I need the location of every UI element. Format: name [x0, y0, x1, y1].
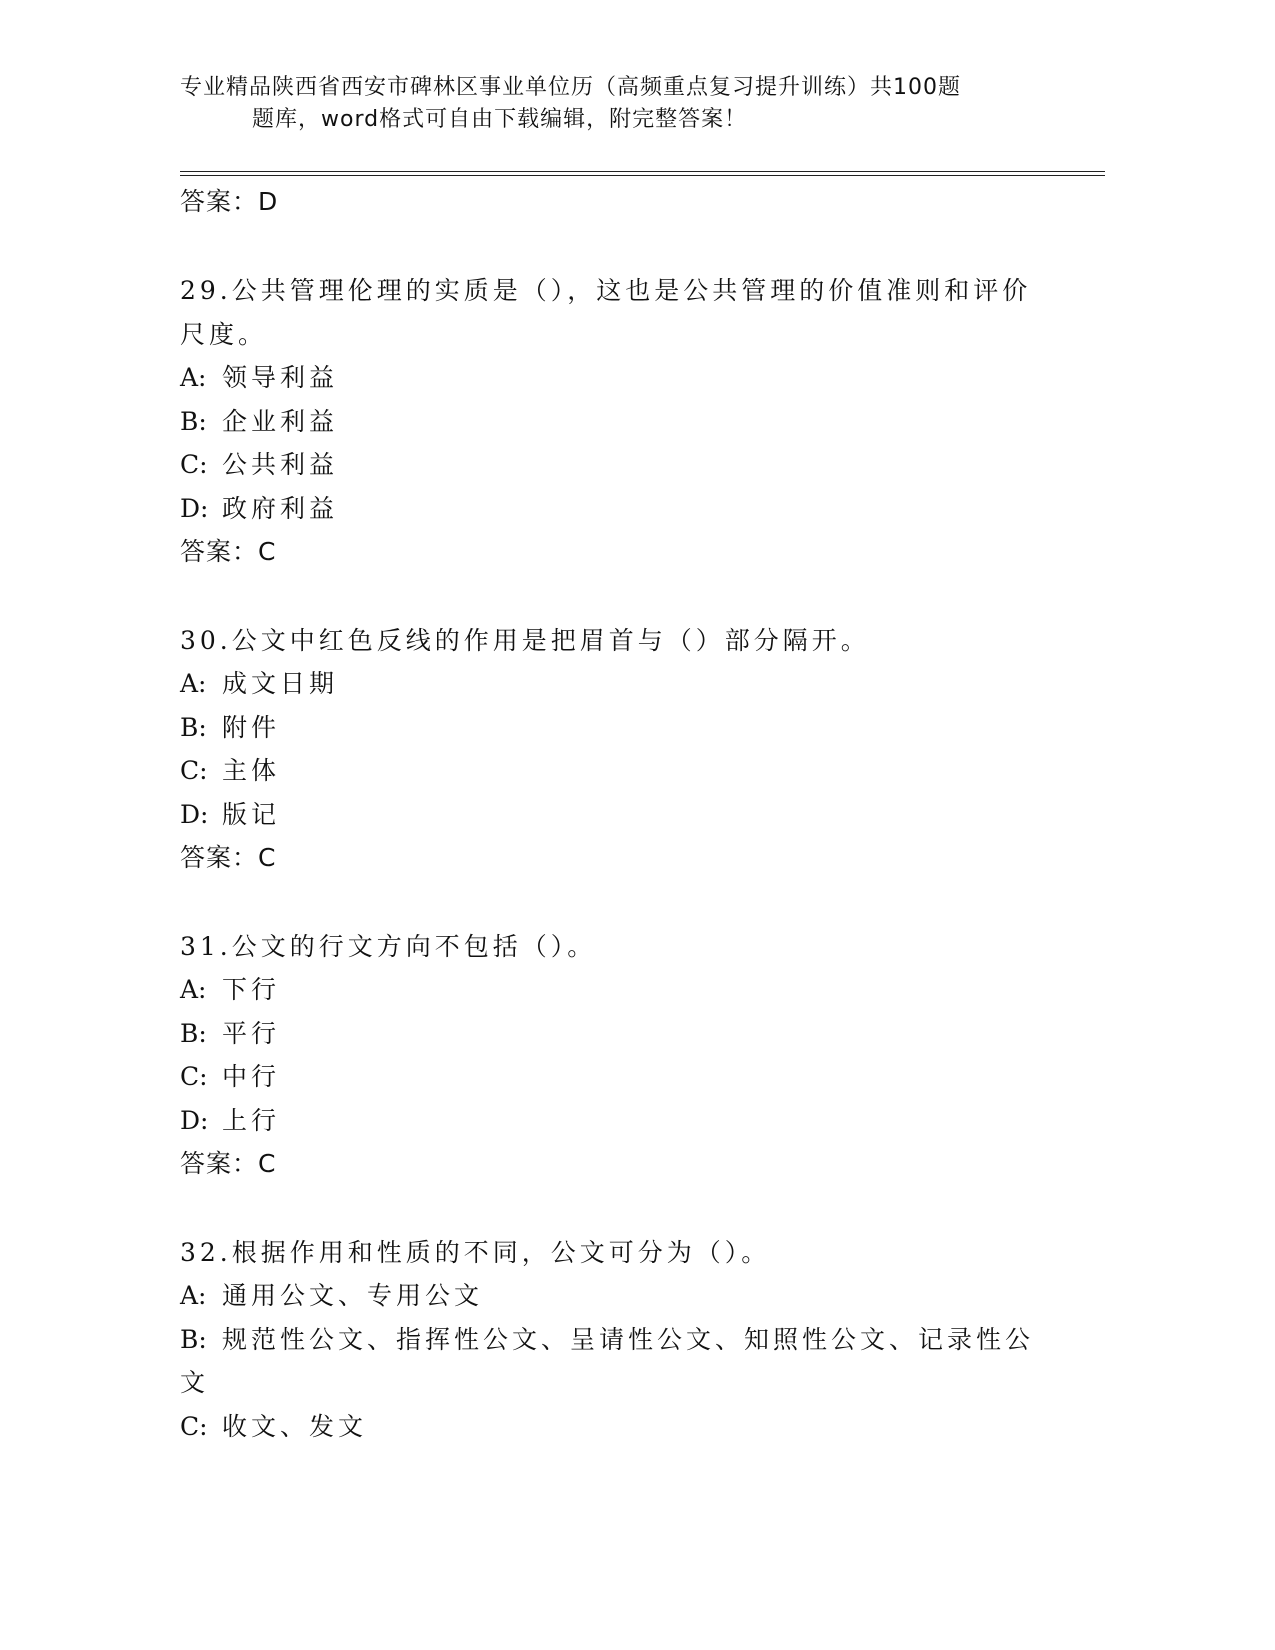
option-text: 通用公文、专用公文	[222, 1281, 484, 1311]
header-divider-bottom	[180, 175, 1105, 176]
header-title-line-1: 专业精品陕西省西安市碑林区事业单位历（高频重点复习提升训练）共100题	[180, 75, 961, 100]
option-text: 成文日期	[222, 669, 339, 699]
question-stem: 31.公文的行文方向不包括（）。	[180, 931, 597, 961]
option-text: 版记	[222, 799, 281, 829]
option-text: 附件	[222, 712, 281, 742]
option-c	[180, 749, 1060, 793]
question-30	[180, 619, 1060, 877]
option-letter: B:	[180, 1018, 207, 1048]
option-text: 上行	[222, 1105, 281, 1135]
option-text: 主体	[222, 756, 281, 786]
question-stem: 30.公文中红色反线的作用是把眉首与（）部分隔开。	[180, 625, 870, 655]
question-stem: 29.公共管理伦理的实质是（），这也是公共管理的价值准则和评价尺度。	[180, 276, 1032, 349]
option-c	[180, 443, 1060, 487]
option-letter: A:	[180, 363, 207, 393]
option-d	[180, 487, 1060, 531]
option-letter: C:	[180, 1411, 208, 1441]
option-letter: B:	[180, 406, 207, 436]
option-text: 政府利益	[222, 493, 339, 523]
question-31	[180, 925, 1060, 1183]
header-divider-top	[180, 171, 1105, 172]
option-letter: C:	[180, 450, 208, 480]
question-list	[180, 183, 1060, 1448]
option-letter: D:	[180, 799, 209, 829]
answer-line: 答案：C	[180, 842, 277, 872]
option-text: 下行	[222, 975, 281, 1005]
option-b	[180, 1012, 1060, 1056]
option-letter: D:	[180, 493, 209, 523]
previous-answer: 答案：D	[180, 187, 279, 216]
option-letter: B:	[180, 712, 207, 742]
option-text: 中行	[222, 1062, 281, 1092]
option-letter: B:	[180, 1324, 207, 1354]
option-letter: C:	[180, 756, 208, 786]
option-a	[180, 968, 1060, 1012]
option-letter: D:	[180, 1105, 209, 1135]
header-title-line-2: 题库，word格式可自由下载编辑，附完整答案！	[252, 107, 748, 132]
option-a	[180, 662, 1060, 706]
option-b	[180, 1318, 1060, 1405]
option-a	[180, 356, 1060, 400]
option-letter: C:	[180, 1062, 208, 1092]
question-29	[180, 269, 1060, 571]
option-c	[180, 1405, 1060, 1449]
option-c	[180, 1055, 1060, 1099]
option-letter: A:	[180, 975, 207, 1005]
option-d	[180, 1099, 1060, 1143]
option-text: 平行	[222, 1018, 281, 1048]
option-text: 规范性公文、指挥性公文、呈请性公文、知照性公文、记录性公文	[180, 1324, 1035, 1398]
option-b	[180, 706, 1060, 750]
option-a	[180, 1274, 1060, 1318]
option-b	[180, 400, 1060, 444]
option-d	[180, 793, 1060, 837]
option-letter: A:	[180, 669, 207, 699]
option-letter: A:	[180, 1281, 207, 1311]
document-header	[180, 72, 1030, 136]
option-text: 企业利益	[222, 406, 339, 436]
option-text: 领导利益	[222, 363, 339, 393]
answer-line: 答案：C	[180, 536, 277, 566]
question-stem: 32.根据作用和性质的不同，公文可分为（）。	[180, 1237, 771, 1267]
option-text: 公共利益	[222, 450, 339, 480]
option-text: 收文、发文	[222, 1411, 368, 1441]
answer-line: 答案：C	[180, 1148, 277, 1178]
question-32	[180, 1231, 1060, 1449]
